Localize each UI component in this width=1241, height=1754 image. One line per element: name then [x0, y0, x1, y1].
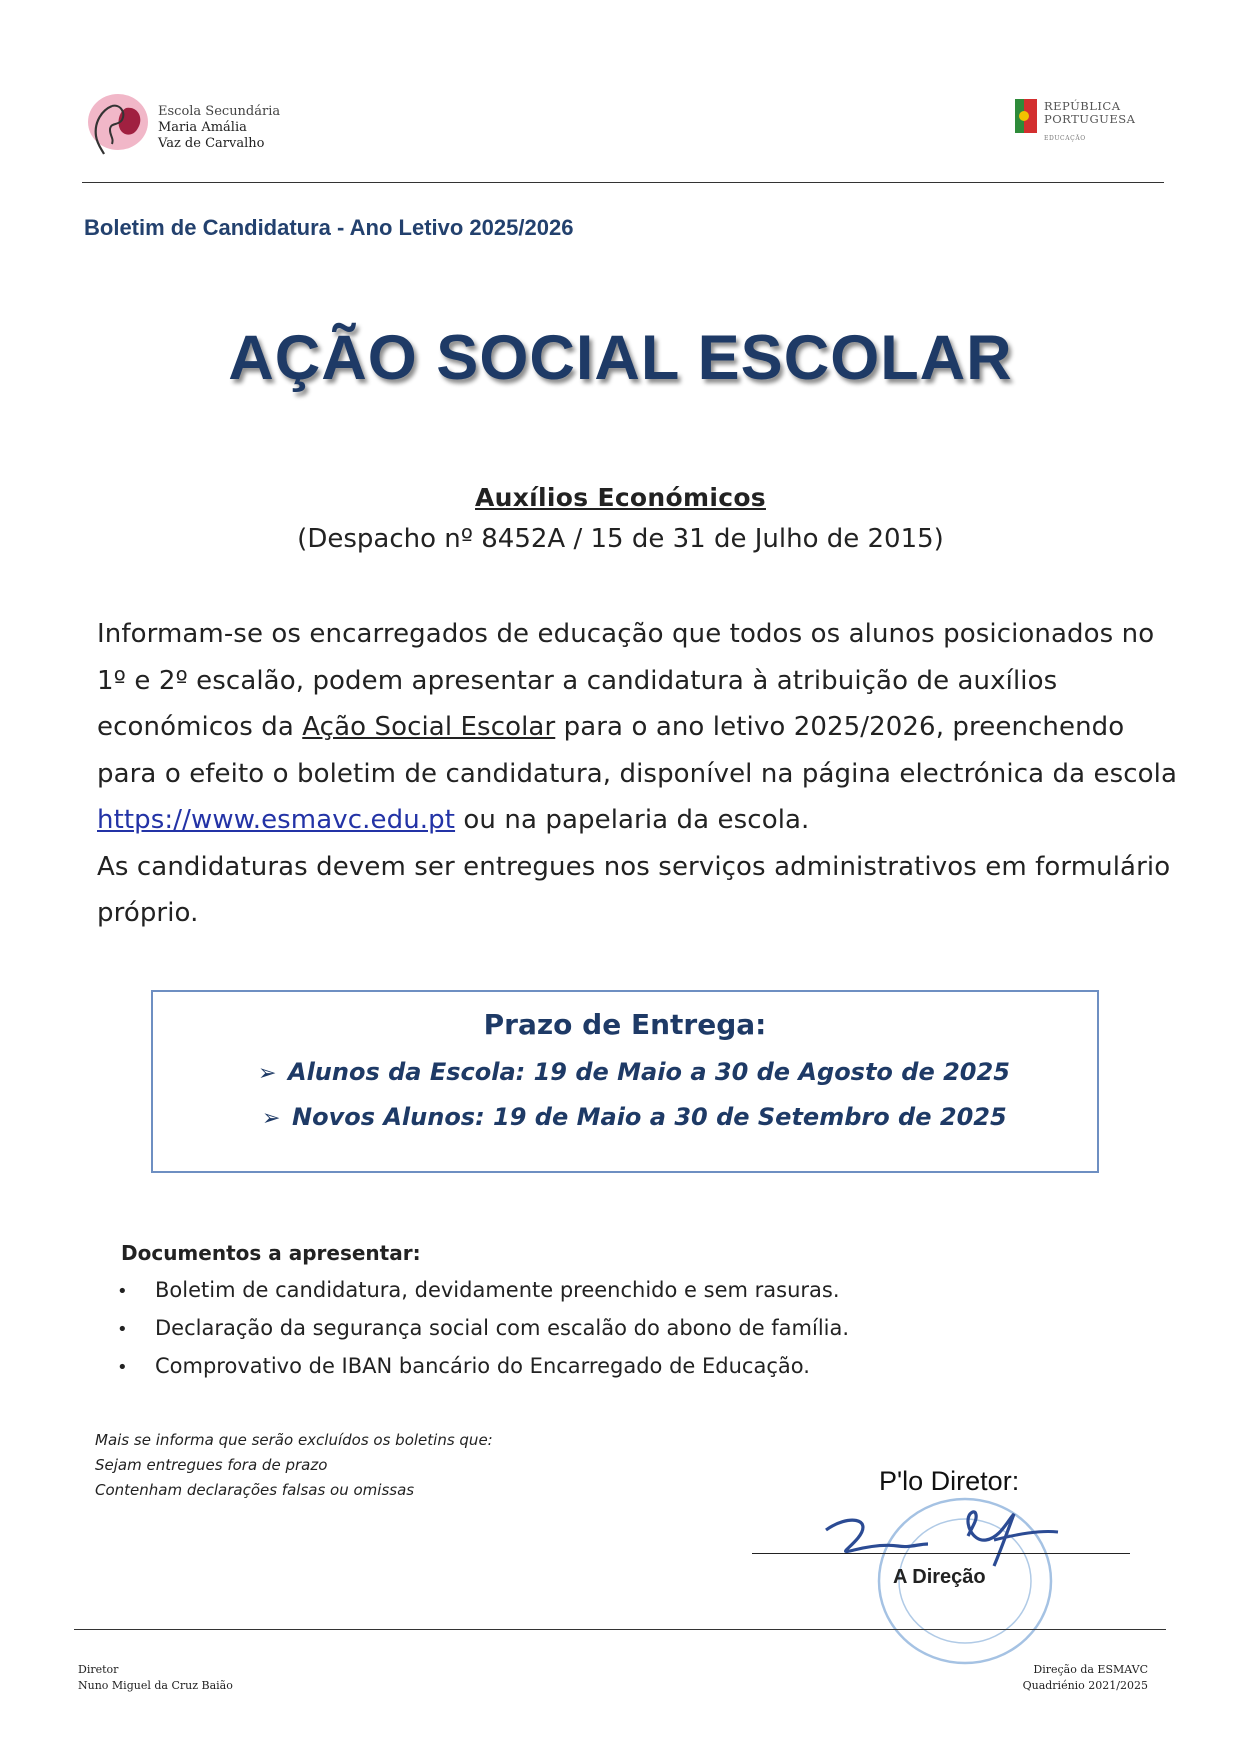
plo-diretor-label: P'lo Diretor: [879, 1466, 1020, 1496]
document-item [117, 1278, 840, 1302]
school-name-line-1: Escola Secundária [158, 104, 281, 119]
despacho-reference: (Despacho nº 8452A / 15 de 31 de Julho de 2015) [297, 524, 944, 554]
school-name-line-3: Vaz de Carvalho [158, 136, 265, 151]
p1-part-b: para o ano letivo 2025/2026, preenchendo para o efeito o boletim de candidatura, disponível na página electrónica da escola [97, 712, 1178, 789]
bullet-icon: • [117, 1319, 128, 1340]
school-logo [82, 92, 152, 158]
handwritten-signature [818, 1500, 1078, 1572]
arrow-icon: ➢ [262, 1106, 281, 1131]
gov-line-2: PORTUGUESA [1044, 112, 1136, 126]
documents-title: Documentos a apresentar: [121, 1241, 421, 1265]
school-name [158, 104, 280, 152]
footer-divider [74, 1629, 1166, 1630]
signature-line [752, 1553, 1130, 1554]
direcao-label: A Direção [893, 1566, 986, 1588]
subtitle: Auxílios Económicos [475, 483, 766, 512]
footer-right [980, 1662, 1148, 1694]
document-item [117, 1354, 810, 1378]
bullet-icon: • [117, 1281, 128, 1302]
school-website-link[interactable]: https://www.esmavc.edu.pt [97, 805, 456, 835]
footer-left-line-1: Diretor [78, 1663, 119, 1676]
acao-social-escolar-term: Ação Social Escolar [302, 712, 556, 742]
deadline-item [258, 1058, 1010, 1086]
school-name-line-2: Maria Amália [158, 120, 247, 135]
gov-line-1: REPÚBLICA [1044, 99, 1121, 113]
bulletin-title: Boletim de Candidatura - Ano Letivo 2025/2026 [84, 215, 574, 240]
paragraph-1 [97, 611, 1177, 844]
footer-right-line-1: Direção da ESMAVC [1033, 1663, 1148, 1676]
document-item-text: Boletim de candidatura, devidamente preenchido e sem rasuras. [155, 1278, 840, 1302]
header-divider [82, 182, 1164, 183]
arrow-icon: ➢ [258, 1061, 277, 1086]
deadline-item-text: Novos Alunos: 19 de Maio a 30 de Setembro de 2025 [292, 1103, 1007, 1131]
p1-part-a: Informam-se os encarregados de educação que todos os alunos posicionados no 1º e 2º escalão, podem apresentar a candidatura à atribuição de auxílios económicos da [97, 619, 1155, 742]
republica-portuguesa-logo [1015, 99, 1037, 133]
exclusion-item: Contenham declarações falsas ou omissas [95, 1481, 415, 1499]
main-title: AÇÃO SOCIAL ESCOLAR [228, 323, 1013, 393]
footer-left [78, 1662, 233, 1694]
gov-sub: EDUCAÇÃO [1044, 135, 1086, 142]
document-item-text: Comprovativo de IBAN bancário do Encarregado de Educação. [155, 1354, 810, 1378]
deadline-item-text: Alunos da Escola: 19 de Maio a 30 de Agosto de 2025 [288, 1058, 1010, 1086]
bullet-icon: • [117, 1357, 128, 1378]
footer-right-line-2: Quadriénio 2021/2025 [1022, 1679, 1148, 1692]
p1-part-c: ou na papelaria da escola. [455, 805, 810, 835]
exclusion-item: Sejam entregues fora de prazo [95, 1456, 328, 1474]
government-brand [1044, 100, 1135, 145]
exclusion-intro: Mais se informa que serão excluídos os boletins que: [95, 1431, 493, 1449]
body-text [97, 611, 1177, 937]
footer-left-line-2: Nuno Miguel da Cruz Baião [78, 1679, 233, 1692]
paragraph-2: As candidaturas devem ser entregues nos serviços administrativos em formulário próprio. [97, 851, 1171, 928]
deadline-title: Prazo de Entrega: [483, 1008, 767, 1041]
deadline-item [262, 1103, 1007, 1131]
document-item-text: Declaração da segurança social com escalão do abono de família. [155, 1316, 850, 1340]
document-item [117, 1316, 849, 1340]
